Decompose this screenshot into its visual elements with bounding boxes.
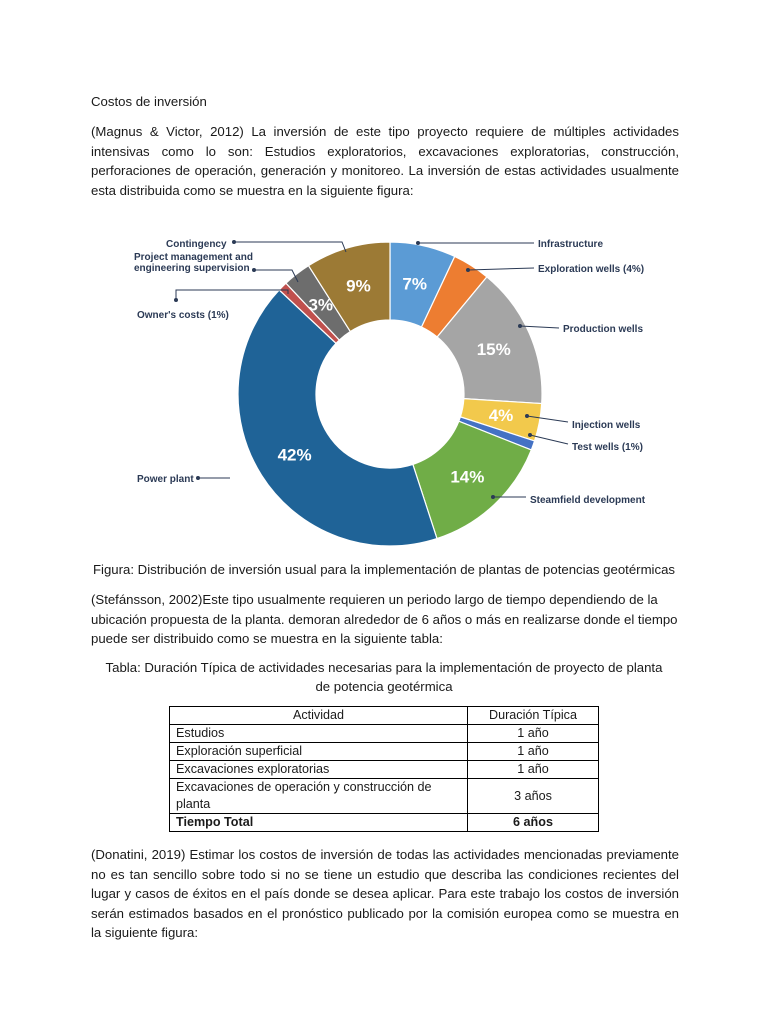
leader-dot	[518, 324, 522, 328]
total-label-cell: Tiempo Total	[170, 814, 468, 832]
duration-cell: 1 año	[468, 761, 599, 779]
table-row	[170, 743, 599, 761]
slice-percent-label: 7%	[402, 274, 427, 294]
figure-caption: Figura: Distribución de inversión usual para la implementación de plantas de potencias geotérmicas	[92, 562, 676, 577]
slice-percent-label: 3%	[308, 295, 334, 315]
table-caption: Tabla: Duración Típica de actividades necesarias para la implementación de proyecto de planta de potencia geotérmica	[105, 660, 663, 694]
slice-category-label: Production wells	[563, 324, 644, 335]
slice-category-label: Project management and engineering supervision	[134, 252, 253, 274]
activity-cell: Exploración superficial	[170, 743, 468, 761]
slice-category-label: Test wells (1%)	[572, 442, 643, 453]
slice-category-label: Infrastructure	[538, 239, 604, 250]
table-total-row	[170, 814, 599, 832]
leader-dot	[232, 240, 236, 244]
table-row	[170, 779, 599, 814]
leader-line	[234, 242, 346, 252]
leader-dot	[525, 414, 529, 418]
activity-cell: Excavaciones exploratorias	[170, 761, 468, 779]
total-duration-cell: 6 años	[468, 814, 599, 832]
leader-dot	[252, 268, 256, 272]
leader-line	[530, 435, 568, 444]
leader-dot	[416, 241, 420, 245]
section-heading: Costos de inversión	[91, 94, 207, 109]
slice-category-label: Steamfield development	[530, 495, 646, 506]
column-header: Actividad	[170, 707, 468, 725]
duration-cell: 1 año	[468, 725, 599, 743]
slice-category-label: Exploration wells (4%)	[538, 264, 645, 275]
leader-line	[468, 268, 534, 270]
slice-category-label: Injection wells	[572, 420, 641, 431]
slice-category-label: Power plant	[137, 474, 194, 485]
paragraph-duration: (Stefánsson, 2002)Este tipo usualmente requieren un periodo largo de tiempo dependiendo de la ubicación propuesta de la planta. demoran alrededor de 6 años o más en realizarse donde el tiempo puede ser distribuido como se muestra en la siguiente tabla:	[91, 592, 678, 646]
activity-cell: Excavaciones de operación y construcción de planta	[170, 779, 468, 814]
slice-category-label: Contingency	[166, 239, 227, 250]
table-row	[170, 761, 599, 779]
slice-percent-label: 14%	[450, 467, 485, 487]
leader-dot	[174, 298, 178, 302]
slice-percent-label: 9%	[346, 276, 371, 296]
duration-cell: 3 años	[468, 779, 599, 814]
activity-cell: Estudios	[170, 725, 468, 743]
table-row	[170, 725, 599, 743]
activity-duration-table	[169, 706, 599, 832]
leader-dot	[491, 495, 495, 499]
leader-dot	[528, 433, 532, 437]
leader-dot	[196, 476, 200, 480]
slice-percent-label: 4%	[488, 406, 514, 426]
slice-percent-label: 42%	[277, 445, 312, 465]
leader-dot	[466, 268, 470, 272]
column-header: Duración Típica	[468, 707, 599, 725]
investment-donut-chart	[120, 222, 660, 562]
table-header-row	[170, 707, 599, 725]
slice-percent-label: 15%	[476, 340, 511, 360]
paragraph-cost-estimation: (Donatini, 2019) Estimar los costos de inversión de todas las actividades mencionadas previamente no es tan sencillo sobre todo si no se tiene un estudio que describa las condiciones recientes del lugar y casos de éxitos en el país donde se desea aplicar. Para este trabajo los costos de inversión serán estimados basados en el pronóstico publicado por la comisión europea como se muestra en la siguiente figura:	[91, 847, 679, 940]
slice-category-label: Owner's costs (1%)	[137, 310, 229, 321]
duration-cell: 1 año	[468, 743, 599, 761]
paragraph-investment: (Magnus & Victor, 2012) La inversión de este tipo proyecto requiere de múltiples actividades intensivas como lo son: Estudios exploratorios, excavaciones exploratorias, construcción, perforaciones de operación, generación y monitoreo. La inversión de estas actividades usualmente esta distribuida como se muestra en la siguiente figura:	[91, 124, 679, 198]
